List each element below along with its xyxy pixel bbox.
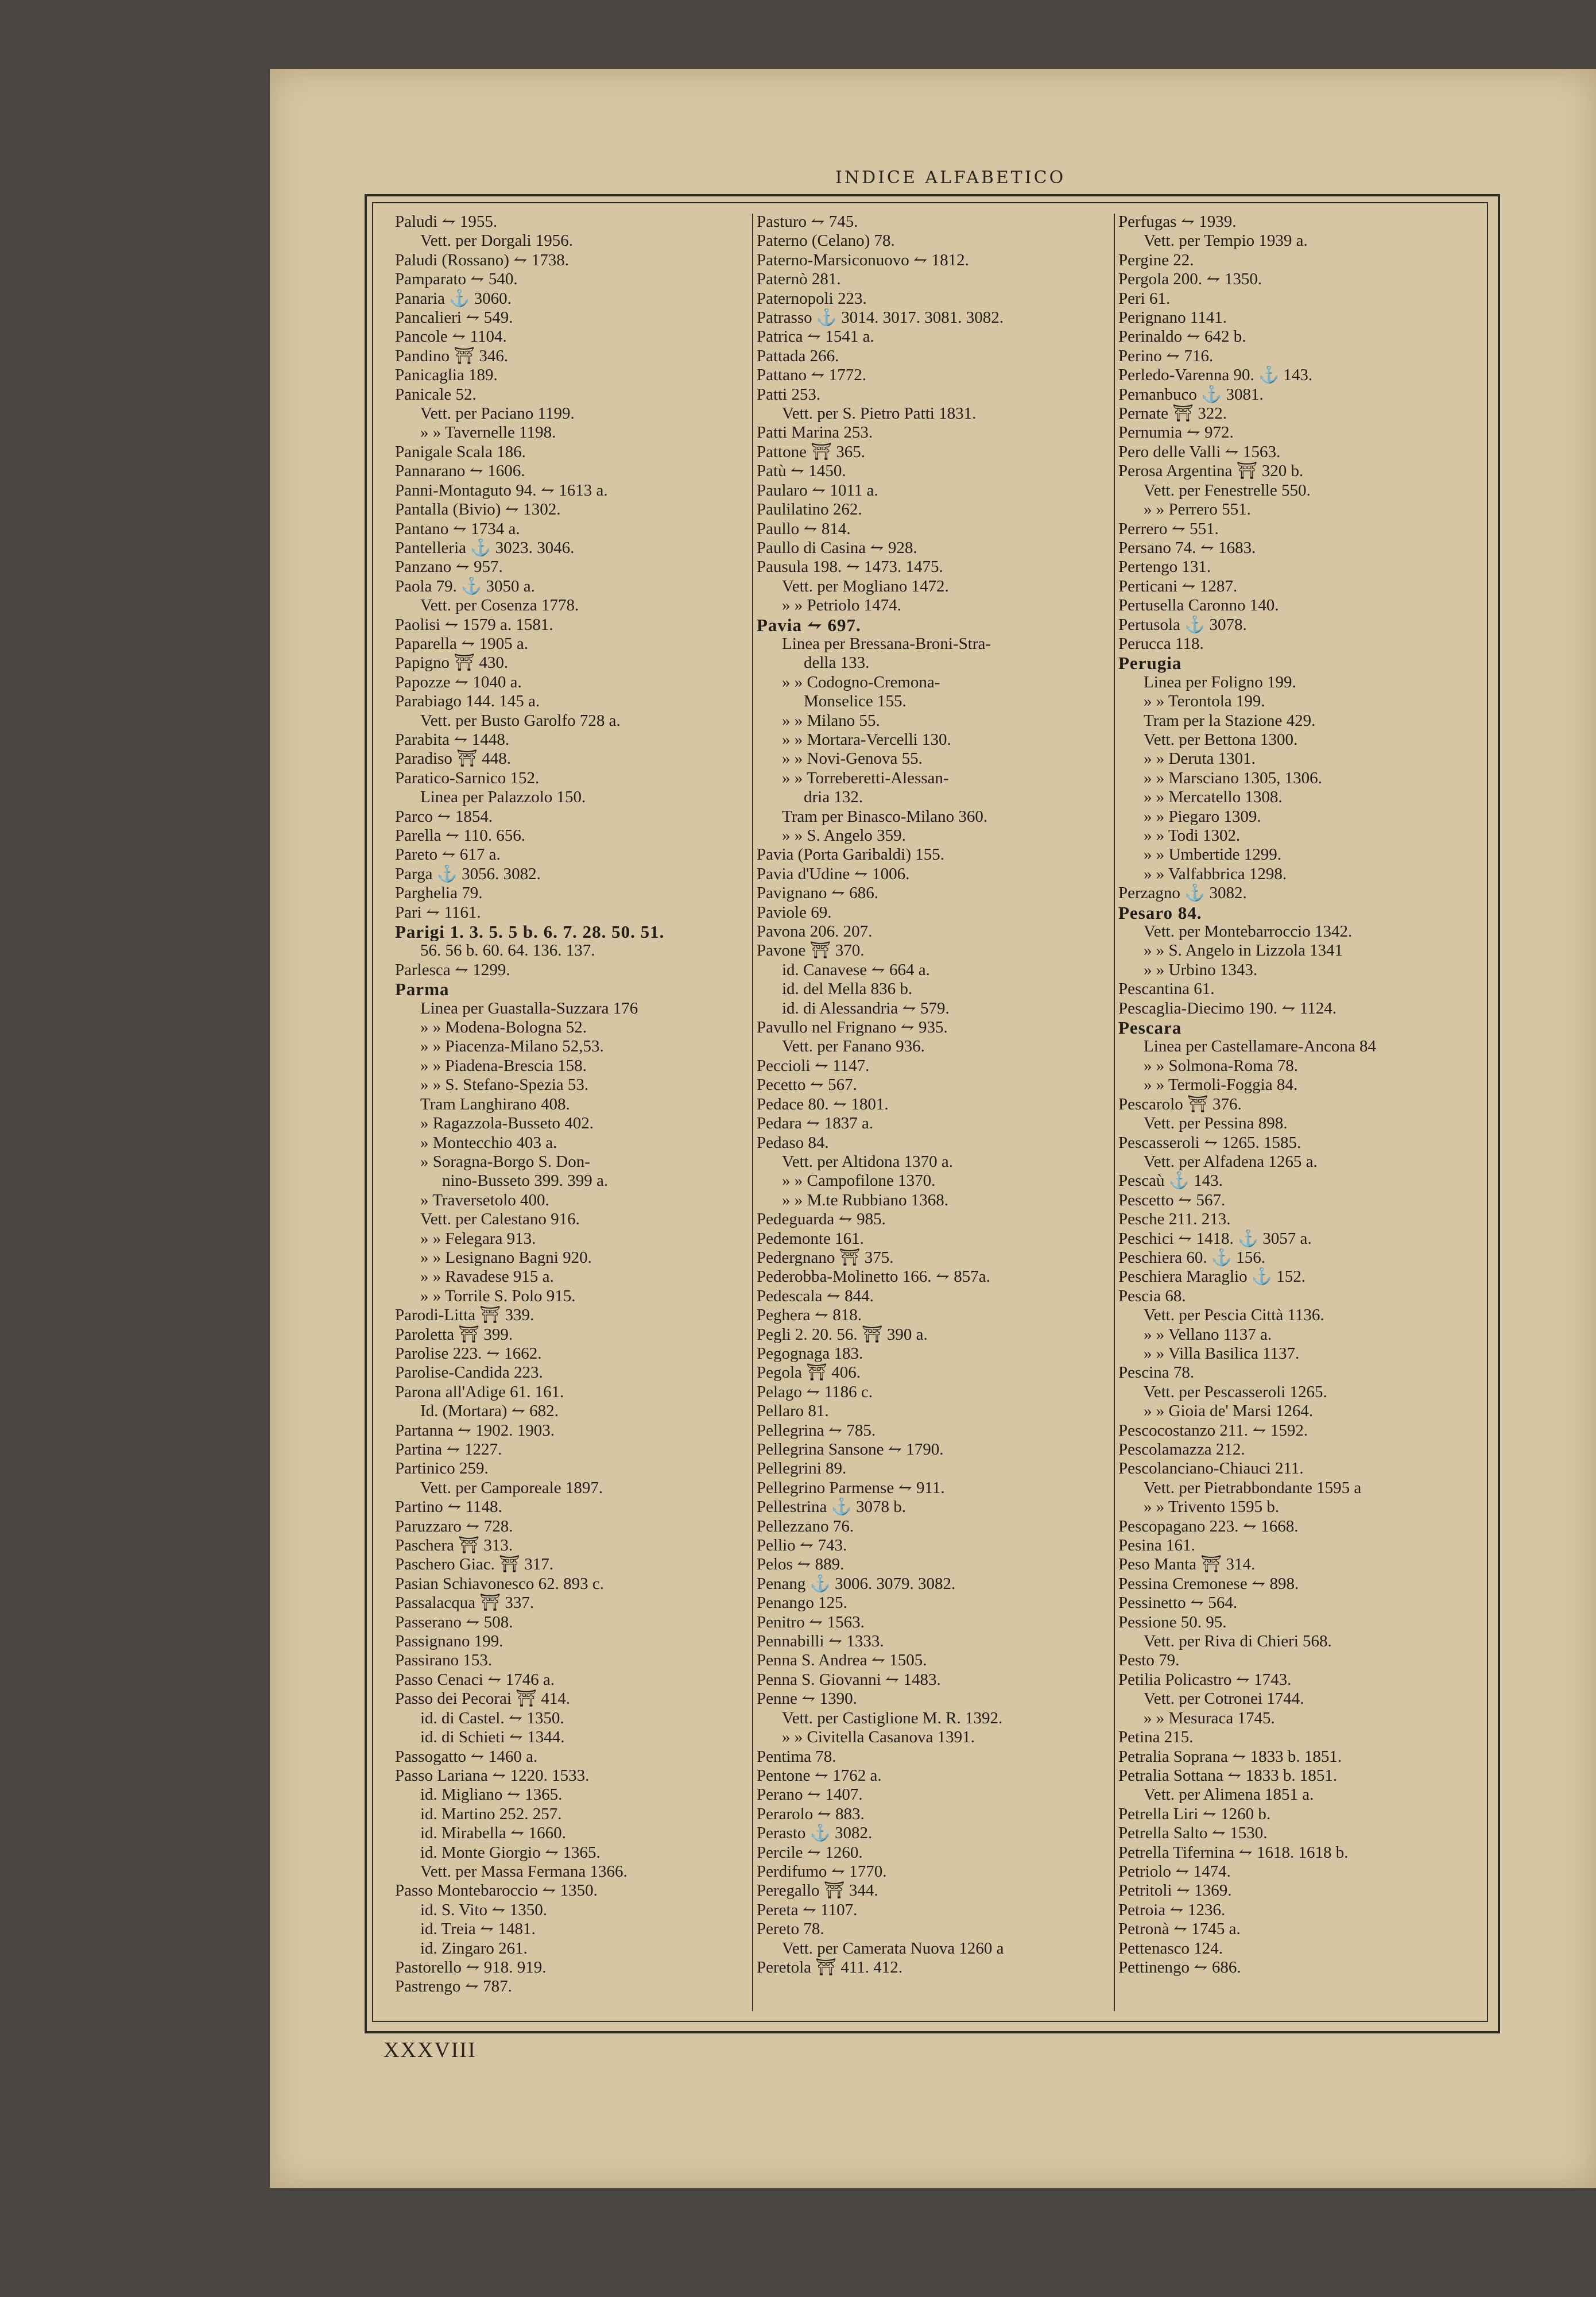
index-entry: » » Petriolo 1474. bbox=[782, 596, 901, 615]
index-entry: » » Felegara 913. bbox=[420, 1229, 536, 1248]
index-entry: Pertusella Caronno 140. bbox=[1118, 596, 1279, 615]
index-entry: Pegola ⛩ 406. bbox=[757, 1363, 861, 1382]
index-entry: Persano 74. ⥊ 1683. bbox=[1118, 538, 1256, 557]
index-entry: Vett. per Massa Fermana 1366. bbox=[420, 1862, 627, 1881]
index-entry: Passogatto ⥊ 1460 a. bbox=[395, 1747, 538, 1766]
index-entry: Peso Manta ⛩ 314. bbox=[1118, 1555, 1256, 1574]
index-entry: Passerano ⥊ 508. bbox=[395, 1612, 513, 1631]
index-entry: » Soragna-Borgo S. Don- bbox=[420, 1152, 590, 1171]
index-entry: Parolise-Candida 223. bbox=[395, 1363, 543, 1382]
index-entry: Pantano ⥊ 1734 a. bbox=[395, 519, 520, 538]
index-entry: Paullo ⥊ 814. bbox=[757, 519, 851, 538]
index-entry: id. Monte Giorgio ⥊ 1365. bbox=[420, 1843, 601, 1862]
index-entry: Parella ⥊ 110. 656. bbox=[395, 826, 525, 845]
index-entry: Paternò 281. bbox=[757, 270, 841, 289]
index-entry: Pegognaga 183. bbox=[757, 1344, 863, 1363]
index-entry: Paschero Giac. ⛩ 317. bbox=[395, 1555, 553, 1574]
index-entry: Paroletta ⛩ 399. bbox=[395, 1325, 513, 1344]
index-entry: Patti Marina 253. bbox=[757, 423, 873, 442]
index-entry: » » Piadena-Brescia 158. bbox=[420, 1056, 587, 1075]
index-entry: Pavignano ⥊ 686. bbox=[757, 884, 878, 903]
index-entry: Pescantina 61. bbox=[1118, 980, 1215, 999]
index-entry: Panicale 52. bbox=[395, 385, 477, 404]
index-entry: id. del Mella 836 b. bbox=[782, 980, 913, 999]
index-entry: Perledo-Varenna 90. ⚓ 143. bbox=[1118, 366, 1313, 385]
index-entry: Pattada 266. bbox=[757, 346, 839, 365]
index-entry: Parabiago 144. 145 a. bbox=[395, 692, 540, 711]
index-entry: » » S. Stefano-Spezia 53. bbox=[420, 1076, 589, 1095]
index-entry: Pesto 79. bbox=[1118, 1651, 1180, 1670]
index-entry: » » Villa Basilica 1137. bbox=[1144, 1344, 1300, 1363]
index-entry: Percile ⥊ 1260. bbox=[757, 1843, 863, 1862]
index-entry: Perticani ⥊ 1287. bbox=[1118, 577, 1238, 595]
index-entry: » » Trivento 1595 b. bbox=[1144, 1498, 1280, 1517]
index-entry: Penne ⥊ 1390. bbox=[757, 1689, 857, 1708]
index-column-2 bbox=[757, 212, 1101, 1977]
index-entry: Parona all'Adige 61. 161. bbox=[395, 1382, 564, 1401]
index-heading: Pavia ⥊ 697. bbox=[757, 615, 861, 635]
index-entry: Perosa Argentina ⛩ 320 b. bbox=[1118, 462, 1304, 481]
index-entry: Pedara ⥊ 1837 a. bbox=[757, 1114, 874, 1133]
index-entry: » » Urbino 1343. bbox=[1144, 960, 1258, 979]
index-entry: Petilia Policastro ⥊ 1743. bbox=[1118, 1670, 1292, 1689]
index-entry: Pecetto ⥊ 567. bbox=[757, 1076, 857, 1095]
index-entry: » » M.te Rubbiano 1368. bbox=[782, 1190, 948, 1209]
index-entry: Papozze ⥊ 1040 a. bbox=[395, 672, 522, 691]
column-divider bbox=[752, 214, 753, 2011]
index-entry: Pedemonte 161. bbox=[757, 1229, 864, 1248]
index-entry: Parabita ⥊ 1448. bbox=[395, 730, 510, 749]
index-entry: » » Terontola 199. bbox=[1144, 692, 1265, 711]
index-entry: nino-Busseto 399. 399 a. bbox=[442, 1171, 609, 1190]
index-entry: Paludi (Rossano) ⥊ 1738. bbox=[395, 250, 570, 269]
index-entry: Parolise 223. ⥊ 1662. bbox=[395, 1344, 542, 1363]
index-entry: Peri 61. bbox=[1118, 289, 1171, 308]
index-entry: Vett. per Pietrabbondante 1595 a bbox=[1144, 1478, 1362, 1497]
index-entry: Tram per Binasco-Milano 360. bbox=[782, 807, 988, 826]
index-entry: Paularo ⥊ 1011 a. bbox=[757, 481, 878, 500]
index-entry: Pessinetto ⥊ 564. bbox=[1118, 1594, 1238, 1612]
index-entry: » » Vellano 1137 a. bbox=[1144, 1325, 1272, 1344]
index-entry: Vett. per Pescasseroli 1265. bbox=[1144, 1382, 1327, 1401]
index-entry: Perzagno ⚓ 3082. bbox=[1118, 884, 1247, 903]
index-entry: Pantelleria ⚓ 3023. 3046. bbox=[395, 538, 575, 557]
index-entry: Penango 125. bbox=[757, 1594, 847, 1612]
index-entry: Peschiera 60. ⚓ 156. bbox=[1118, 1248, 1265, 1267]
index-entry: Perucca 118. bbox=[1118, 634, 1204, 653]
index-entry: Pannarano ⥊ 1606. bbox=[395, 462, 525, 481]
index-entry: » » Solmona-Roma 78. bbox=[1144, 1056, 1299, 1075]
index-entry: Pastorello ⥊ 918. 919. bbox=[395, 1958, 547, 1977]
index-entry: » » Milano 55. bbox=[782, 711, 880, 730]
index-entry: Pescolanciano-Chiauci 211. bbox=[1118, 1459, 1304, 1478]
index-entry: Pescetto ⥊ 567. bbox=[1118, 1190, 1226, 1209]
index-entry: Tram Langhirano 408. bbox=[420, 1095, 570, 1113]
index-entry: Petrella Salto ⥊ 1530. bbox=[1118, 1824, 1268, 1843]
index-entry: » » Modena-Bologna 52. bbox=[420, 1018, 587, 1037]
index-entry: Panicaglia 189. bbox=[395, 366, 498, 385]
index-entry: Pederobba-Molinetto 166. ⥊ 857a. bbox=[757, 1267, 990, 1286]
index-entry: Pedaso 84. bbox=[757, 1133, 829, 1152]
index-entry: » Ragazzola-Busseto 402. bbox=[420, 1114, 594, 1133]
index-entry: Monselice 155. bbox=[804, 692, 907, 711]
index-entry: id. di Alessandria ⥊ 579. bbox=[782, 999, 950, 1018]
index-entry: Parco ⥊ 1854. bbox=[395, 807, 493, 826]
index-entry: Pavona 206. 207. bbox=[757, 922, 873, 941]
index-entry: Paratico-Sarnico 152. bbox=[395, 768, 540, 787]
index-entry: Partina ⥊ 1227. bbox=[395, 1440, 502, 1459]
index-entry: Paradiso ⛩ 448. bbox=[395, 749, 511, 768]
index-entry: Vett. per Tempio 1939 a. bbox=[1144, 231, 1308, 250]
index-entry: id. di Schieti ⥊ 1344. bbox=[420, 1728, 565, 1747]
index-entry: Petina 215. bbox=[1118, 1728, 1194, 1747]
index-entry: Patrica ⥊ 1541 a. bbox=[757, 327, 874, 346]
index-entry: Vett. per Busto Garolfo 728 a. bbox=[420, 711, 621, 730]
index-entry: Papigno ⛩ 430. bbox=[395, 653, 509, 672]
index-entry: Perarolo ⥊ 883. bbox=[757, 1804, 865, 1823]
index-entry: Paternopoli 223. bbox=[757, 289, 867, 308]
index-entry: Pescopagano 223. ⥊ 1668. bbox=[1118, 1517, 1299, 1536]
index-entry: Pentima 78. bbox=[757, 1747, 836, 1766]
index-entry: Pereta ⥊ 1107. bbox=[757, 1900, 858, 1919]
index-entry: » » Marsciano 1305, 1306. bbox=[1144, 768, 1322, 787]
index-entry: » » Mercatello 1308. bbox=[1144, 788, 1283, 807]
index-entry: Vett. per Pessina 898. bbox=[1144, 1114, 1288, 1133]
index-entry: Pastrengo ⥊ 787. bbox=[395, 1977, 512, 1996]
index-entry: Tram per la Stazione 429. bbox=[1144, 711, 1316, 730]
index-entry: Pernate ⛩ 322. bbox=[1118, 404, 1227, 423]
index-entry: Linea per Foligno 199. bbox=[1144, 672, 1296, 691]
index-entry: Id. (Mortara) ⥊ 682. bbox=[420, 1402, 559, 1421]
index-entry: Pasturo ⥊ 745. bbox=[757, 212, 858, 231]
index-entry: » » Deruta 1301. bbox=[1144, 749, 1256, 768]
index-entry: » » Perrero 551. bbox=[1144, 500, 1251, 519]
index-entry: Pantalla (Bivio) ⥊ 1302. bbox=[395, 500, 561, 519]
index-heading: Parigi 1. 3. 5. 5 b. 6. 7. 28. 50. 51. bbox=[395, 922, 665, 942]
index-entry: Passalacqua ⛩ 337. bbox=[395, 1594, 534, 1612]
index-entry: Passo Cenaci ⥊ 1746 a. bbox=[395, 1670, 555, 1689]
index-entry: id. S. Vito ⥊ 1350. bbox=[420, 1900, 548, 1919]
index-heading: Pescara bbox=[1118, 1018, 1182, 1038]
index-entry: Pavia (Porta Garibaldi) 155. bbox=[757, 845, 944, 864]
index-entry: Linea per Guastalla-Suzzara 176 bbox=[420, 999, 638, 1018]
index-entry: id. Mirabella ⥊ 1660. bbox=[420, 1824, 566, 1843]
index-entry: Pesche 211. 213. bbox=[1118, 1210, 1231, 1229]
index-entry: Panigale Scala 186. bbox=[395, 442, 526, 461]
index-entry: Pennabilli ⥊ 1333. bbox=[757, 1632, 884, 1651]
index-entry: Linea per Castellamare-Ancona 84 bbox=[1144, 1037, 1377, 1056]
index-entry: Pancalieri ⥊ 549. bbox=[395, 308, 513, 327]
index-entry: Pergine 22. bbox=[1118, 250, 1194, 269]
index-entry: dria 132. bbox=[804, 788, 863, 807]
index-entry: Pellegrini 89. bbox=[757, 1459, 847, 1478]
index-entry: Pergola 200. ⥊ 1350. bbox=[1118, 270, 1262, 289]
index-entry: id. Canavese ⥊ 664 a. bbox=[782, 960, 930, 979]
index-entry: Pessina Cremonese ⥊ 898. bbox=[1118, 1574, 1299, 1593]
index-heading: Parma bbox=[395, 980, 450, 999]
index-entry: Perinaldo ⥊ 642 b. bbox=[1118, 327, 1246, 346]
index-entry: » » S. Angelo 359. bbox=[782, 826, 906, 845]
index-entry: » » Umbertide 1299. bbox=[1144, 845, 1282, 864]
index-entry: Parghelia 79. bbox=[395, 884, 483, 903]
index-entry: » » Torrile S. Polo 915. bbox=[420, 1286, 576, 1305]
index-entry: Perasto ⚓ 3082. bbox=[757, 1824, 873, 1843]
index-entry: Pellegrina Sansone ⥊ 1790. bbox=[757, 1440, 944, 1459]
index-entry: Perignano 1141. bbox=[1118, 308, 1227, 327]
index-entry: Paparella ⥊ 1905 a. bbox=[395, 634, 529, 653]
index-column-3 bbox=[1118, 212, 1463, 1977]
index-entry: Paola 79. ⚓ 3050 a. bbox=[395, 577, 535, 595]
index-entry: Pellegrino Parmense ⥊ 911. bbox=[757, 1478, 945, 1497]
index-entry: Penna S. Giovanni ⥊ 1483. bbox=[757, 1670, 941, 1689]
index-entry: Vett. per Dorgali 1956. bbox=[420, 231, 574, 250]
index-entry: Panni-Montaguto 94. ⥊ 1613 a. bbox=[395, 481, 608, 500]
index-entry: Vett. per Castiglione M. R. 1392. bbox=[782, 1708, 1003, 1727]
index-entry: » » Codogno-Cremona- bbox=[782, 672, 940, 691]
index-entry: Paterno-Marsiconuovo ⥊ 1812. bbox=[757, 250, 969, 269]
index-entry: Paschera ⛩ 313. bbox=[395, 1536, 513, 1555]
index-entry: Pernumia ⥊ 972. bbox=[1118, 423, 1234, 442]
index-entry: Pancole ⥊ 1104. bbox=[395, 327, 507, 346]
index-entry: Pavullo nel Frignano ⥊ 935. bbox=[757, 1018, 948, 1037]
index-entry: Pedeguarda ⥊ 985. bbox=[757, 1210, 886, 1229]
index-entry: » » Tavernelle 1198. bbox=[420, 423, 556, 442]
index-entry: Pattone ⛩ 365. bbox=[757, 442, 866, 461]
index-entry: Penna S. Andrea ⥊ 1505. bbox=[757, 1651, 927, 1670]
index-entry: » » Piegaro 1309. bbox=[1144, 807, 1261, 826]
index-entry: id. di Castel. ⥊ 1350. bbox=[420, 1708, 564, 1727]
index-entry: Pausula 198. ⥊ 1473. 1475. bbox=[757, 558, 943, 577]
index-entry: Paulilatino 262. bbox=[757, 500, 862, 519]
index-entry: id. Martino 252. 257. bbox=[420, 1804, 562, 1823]
index-entry: Peregallo ⛩ 344. bbox=[757, 1881, 878, 1900]
index-entry: Perrero ⥊ 551. bbox=[1118, 519, 1219, 538]
index-entry: Partino ⥊ 1148. bbox=[395, 1498, 502, 1517]
index-entry: Partinico 259. bbox=[395, 1459, 489, 1478]
index-entry: » » Mesuraca 1745. bbox=[1144, 1708, 1275, 1727]
index-entry: Passirano 153. bbox=[395, 1651, 493, 1670]
index-heading: Pesaro 84. bbox=[1118, 903, 1202, 923]
index-entry: Paruzzaro ⥊ 728. bbox=[395, 1517, 513, 1536]
index-entry: Pescocostanzo 211. ⥊ 1592. bbox=[1118, 1421, 1308, 1440]
index-entry: Perdifumo ⥊ 1770. bbox=[757, 1862, 887, 1881]
index-entry: della 133. bbox=[804, 653, 870, 672]
index-entry: Pessione 50. 95. bbox=[1118, 1612, 1227, 1631]
index-entry: Linea per Palazzolo 150. bbox=[420, 788, 586, 807]
index-entry: Pesina 161. bbox=[1118, 1536, 1195, 1555]
index-entry: Patti 253. bbox=[757, 385, 821, 404]
index-entry: » » Mortara-Vercelli 130. bbox=[782, 730, 951, 749]
index-entry: Pellaro 81. bbox=[757, 1402, 829, 1421]
index-entry: Pescasseroli ⥊ 1265. 1585. bbox=[1118, 1133, 1301, 1152]
index-entry: Panaria ⚓ 3060. bbox=[395, 289, 512, 308]
index-entry: Petronà ⥊ 1745 a. bbox=[1118, 1920, 1241, 1939]
index-entry: id. Zingaro 261. bbox=[420, 1939, 528, 1958]
index-entry: Pescaglia-Diecimo 190. ⥊ 1124. bbox=[1118, 999, 1337, 1018]
index-entry: Passignano 199. bbox=[395, 1632, 503, 1651]
index-entry: Penitro ⥊ 1563. bbox=[757, 1612, 865, 1631]
index-entry: Pegli 2. 20. 56. ⛩ 390 a. bbox=[757, 1325, 928, 1344]
index-entry: » » Lesignano Bagni 920. bbox=[420, 1248, 592, 1267]
index-entry: Vett. per S. Pietro Patti 1831. bbox=[782, 404, 977, 423]
index-entry: Vett. per Camporeale 1897. bbox=[420, 1478, 603, 1497]
index-entry: Petralia Soprana ⥊ 1833 b. 1851. bbox=[1118, 1747, 1342, 1766]
index-entry: Vett. per Bettona 1300. bbox=[1144, 730, 1298, 749]
index-entry: » » Campofilone 1370. bbox=[782, 1171, 936, 1190]
index-entry: Pescina 78. bbox=[1118, 1363, 1195, 1382]
index-entry: Pattano ⥊ 1772. bbox=[757, 366, 867, 385]
index-entry: » » Gioia de' Marsi 1264. bbox=[1144, 1402, 1314, 1421]
index-entry: Pelos ⥊ 889. bbox=[757, 1555, 845, 1574]
index-entry: Vett. per Fenestrelle 550. bbox=[1144, 481, 1311, 500]
index-entry: Paviole 69. bbox=[757, 903, 832, 922]
index-entry: Vett. per Cosenza 1778. bbox=[420, 596, 579, 615]
index-entry: Pellestrina ⚓ 3078 b. bbox=[757, 1498, 907, 1517]
index-entry: Pero delle Valli ⥊ 1563. bbox=[1118, 442, 1281, 461]
index-entry: Pertengo 131. bbox=[1118, 558, 1211, 577]
index-entry: » Montecchio 403 a. bbox=[420, 1133, 557, 1152]
index-entry: Petriolo ⥊ 1474. bbox=[1118, 1862, 1231, 1881]
index-entry: Vett. per Mogliano 1472. bbox=[782, 577, 949, 595]
index-entry: Vett. per Montebarroccio 1342. bbox=[1144, 922, 1353, 941]
index-entry: » » Novi-Genova 55. bbox=[782, 749, 923, 768]
index-entry: Petralia Sottana ⥊ 1833 b. 1851. bbox=[1118, 1766, 1338, 1785]
index-entry: Vett. per Alimena 1851 a. bbox=[1144, 1785, 1314, 1804]
index-entry: » Traversetolo 400. bbox=[420, 1190, 549, 1209]
index-entry: Pescolamazza 212. bbox=[1118, 1440, 1245, 1459]
index-entry: id. Migliano ⥊ 1365. bbox=[420, 1785, 563, 1804]
index-entry: Pedescala ⥊ 844. bbox=[757, 1286, 874, 1305]
index-entry: Petrella Tifernina ⥊ 1618. 1618 b. bbox=[1118, 1843, 1349, 1862]
index-entry: Parlesca ⥊ 1299. bbox=[395, 960, 510, 979]
index-entry: Perfugas ⥊ 1939. bbox=[1118, 212, 1237, 231]
index-entry: Peccioli ⥊ 1147. bbox=[757, 1056, 870, 1075]
index-entry: Vett. per Pescia Città 1136. bbox=[1144, 1306, 1324, 1325]
running-head: INDICE ALFABETICO bbox=[835, 168, 1066, 188]
index-entry: Peghera ⥊ 818. bbox=[757, 1306, 862, 1325]
index-entry: Linea per Bressana-Broni-Stra- bbox=[782, 634, 991, 653]
index-entry: » » Piacenza-Milano 52,53. bbox=[420, 1037, 604, 1056]
column-divider bbox=[1114, 214, 1115, 2011]
index-entry: Passo Lariana ⥊ 1220. 1533. bbox=[395, 1766, 590, 1785]
index-entry: 56. 56 b. 60. 64. 136. 137. bbox=[420, 941, 595, 960]
index-entry: Vett. per Calestano 916. bbox=[420, 1210, 580, 1229]
index-entry: Pellio ⥊ 743. bbox=[757, 1536, 847, 1555]
index-entry: Paludi ⥊ 1955. bbox=[395, 212, 498, 231]
index-entry: Vett. per Riva di Chieri 568. bbox=[1144, 1632, 1332, 1651]
index-entry: Partanna ⥊ 1902. 1903. bbox=[395, 1421, 555, 1440]
index-entry: Pavia d'Udine ⥊ 1006. bbox=[757, 864, 910, 883]
index-entry: Pertusola ⚓ 3078. bbox=[1118, 615, 1247, 634]
index-entry: Petroia ⥊ 1236. bbox=[1118, 1900, 1226, 1919]
index-heading: Perugia bbox=[1118, 653, 1182, 673]
index-entry: Passo dei Pecorai ⛩ 414. bbox=[395, 1689, 571, 1708]
index-entry: Perino ⥊ 716. bbox=[1118, 346, 1214, 365]
index-entry: » » S. Angelo in Lizzola 1341 bbox=[1144, 941, 1343, 960]
index-entry: Pellegrina ⥊ 785. bbox=[757, 1421, 876, 1440]
index-entry: Patrasso ⚓ 3014. 3017. 3081. 3082. bbox=[757, 308, 1004, 327]
index-entry: Penang ⚓ 3006. 3079. 3082. bbox=[757, 1574, 956, 1593]
index-entry: » » Valfabbrica 1298. bbox=[1144, 864, 1287, 883]
index-entry: Passo Montebaroccio ⥊ 1350. bbox=[395, 1881, 598, 1900]
index-entry: Pedace 80. ⥊ 1801. bbox=[757, 1095, 889, 1113]
index-entry: Pereto 78. bbox=[757, 1920, 824, 1939]
index-entry: Vett. per Cotronei 1744. bbox=[1144, 1689, 1304, 1708]
index-entry: Pescaù ⚓ 143. bbox=[1118, 1171, 1223, 1190]
index-column-1 bbox=[395, 212, 739, 1997]
index-entry: Petrella Liri ⥊ 1260 b. bbox=[1118, 1804, 1271, 1823]
index-entry: Pedergnano ⛩ 375. bbox=[757, 1248, 894, 1267]
index-entry: Pescarolo ⛩ 376. bbox=[1118, 1095, 1242, 1113]
index-entry: Peschiera Maraglio ⚓ 152. bbox=[1118, 1267, 1306, 1286]
index-entry: Pentone ⥊ 1762 a. bbox=[757, 1766, 882, 1785]
index-entry: Pelago ⥊ 1186 c. bbox=[757, 1382, 873, 1401]
index-entry: Peretola ⛩ 411. 412. bbox=[757, 1958, 903, 1977]
index-entry: Paterno (Celano) 78. bbox=[757, 231, 895, 250]
index-entry: Pettenasco 124. bbox=[1118, 1939, 1223, 1958]
index-entry: Perano ⥊ 1407. bbox=[757, 1785, 863, 1804]
index-entry: Pescia 68. bbox=[1118, 1286, 1186, 1305]
index-entry: » » Termoli-Foggia 84. bbox=[1144, 1076, 1298, 1095]
index-entry: Vett. per Camerata Nuova 1260 a bbox=[782, 1939, 1004, 1958]
index-entry: Petritoli ⥊ 1369. bbox=[1118, 1881, 1232, 1900]
index-entry: » » Todi 1302. bbox=[1144, 826, 1241, 845]
index-entry: Pari ⥊ 1161. bbox=[395, 903, 481, 922]
index-entry: Pandino ⛩ 346. bbox=[395, 346, 509, 365]
index-entry: » » Ravadese 915 a. bbox=[420, 1267, 554, 1286]
index-entry: Vett. per Alfadena 1265 a. bbox=[1144, 1152, 1318, 1171]
index-entry: Pernanbuco ⚓ 3081. bbox=[1118, 385, 1264, 404]
index-entry: Parodi-Litta ⛩ 339. bbox=[395, 1306, 534, 1325]
index-entry: Pamparato ⥊ 540. bbox=[395, 270, 518, 289]
index-entry: Vett. per Paciano 1199. bbox=[420, 404, 575, 423]
index-entry: Pareto ⥊ 617 a. bbox=[395, 845, 501, 864]
index-entry: Pavone ⛩ 370. bbox=[757, 941, 865, 960]
index-entry: » » Civitella Casanova 1391. bbox=[782, 1728, 975, 1747]
index-entry: Pellezzano 76. bbox=[757, 1517, 854, 1536]
index-entry: Vett. per Fanano 936. bbox=[782, 1037, 925, 1056]
index-entry: » » Torreberetti-Alessan- bbox=[782, 768, 949, 787]
index-entry: Paolisi ⥊ 1579 a. 1581. bbox=[395, 615, 553, 634]
index-entry: Pasian Schiavonesco 62. 893 c. bbox=[395, 1574, 605, 1593]
index-entry: Paullo di Casina ⥊ 928. bbox=[757, 538, 917, 557]
index-entry: Patù ⥊ 1450. bbox=[757, 462, 846, 481]
index-entry: Peschici ⥊ 1418. ⚓ 3057 a. bbox=[1118, 1229, 1312, 1248]
index-entry: Pettinengo ⥊ 686. bbox=[1118, 1958, 1241, 1977]
index-entry: id. Treia ⥊ 1481. bbox=[420, 1920, 536, 1939]
index-entry: Panzano ⥊ 957. bbox=[395, 558, 503, 577]
page-number: XXXVIII bbox=[383, 2038, 477, 2062]
index-entry: Parga ⚓ 3056. 3082. bbox=[395, 864, 541, 883]
index-entry: Vett. per Altidona 1370 a. bbox=[782, 1152, 954, 1171]
